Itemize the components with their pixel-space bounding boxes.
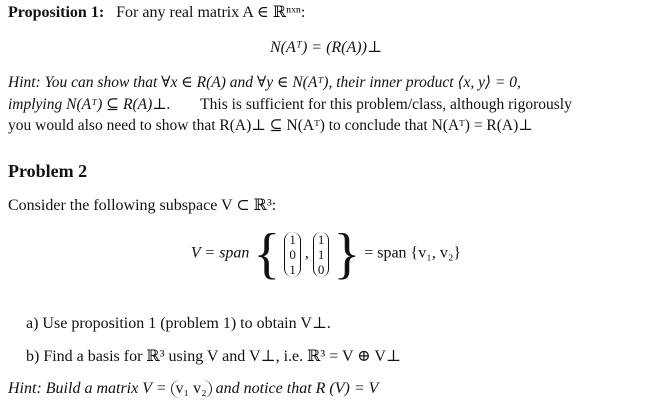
vector-2 (313, 232, 330, 277)
right-brace-icon: } (333, 223, 361, 285)
hint-line-2-italic: implying N(Aᵀ) ⊆ R(A)⊥. (8, 96, 171, 113)
hint-line-3: you would also need to show that R(A)⊥ ⊆ N(Aᵀ) to conclude that N(Aᵀ) = R(A)⊥ (8, 117, 533, 134)
problem-title: Problem 2 (8, 161, 88, 181)
hint-matrix: v₁ v₂ (171, 380, 212, 398)
span-equation (0, 223, 652, 286)
problem-hint-suffix: and notice that R (V) = V (215, 380, 379, 397)
vector-1-entry: 1 (289, 261, 296, 277)
problem-intro: Consider the following subspace V ⊂ ℝ³: (8, 197, 277, 214)
vector-1-entry: 0 (289, 246, 296, 262)
vector-2-entry: 1 (317, 246, 325, 262)
proposition-label: Proposition 1: (8, 4, 105, 21)
proposition-heading (8, 2, 305, 22)
hint-line-1: Hint: You can show that ∀x ∈ R(A) and ∀y ∈ N(Aᵀ), their inner product ⟨x, y⟩ = 0, (8, 74, 521, 91)
vector-2-entry: 0 (317, 261, 325, 277)
vector-1-entry: 1 (289, 231, 296, 247)
proposition-intro: For any real matrix A ∈ ℝⁿˣⁿ: (116, 4, 306, 21)
vector-separator: , (304, 244, 309, 262)
vector-1 (284, 232, 301, 277)
part-a: a) Use proposition 1 (problem 1) to obtain V⊥. (26, 315, 331, 332)
proposition-formula: N(Aᵀ) = (R(A))⊥ (270, 39, 382, 56)
hint-line-2 (8, 95, 572, 114)
left-brace-icon: { (253, 223, 281, 285)
span-rhs: = span {v₁, v₂} (364, 244, 462, 262)
hint-line-2-roman: This is sufficient for this problem/class, although rigorously (200, 96, 572, 113)
vector-2-entry: 1 (317, 231, 325, 247)
span-lhs: V = span (190, 244, 250, 262)
problem-hint (8, 380, 378, 398)
problem-hint-prefix: Hint: Build a matrix V = (8, 380, 167, 397)
part-b: b) Find a basis for ℝ³ using V and V⊥, i.e. ℝ³ = V ⊕ V⊥ (26, 348, 401, 365)
